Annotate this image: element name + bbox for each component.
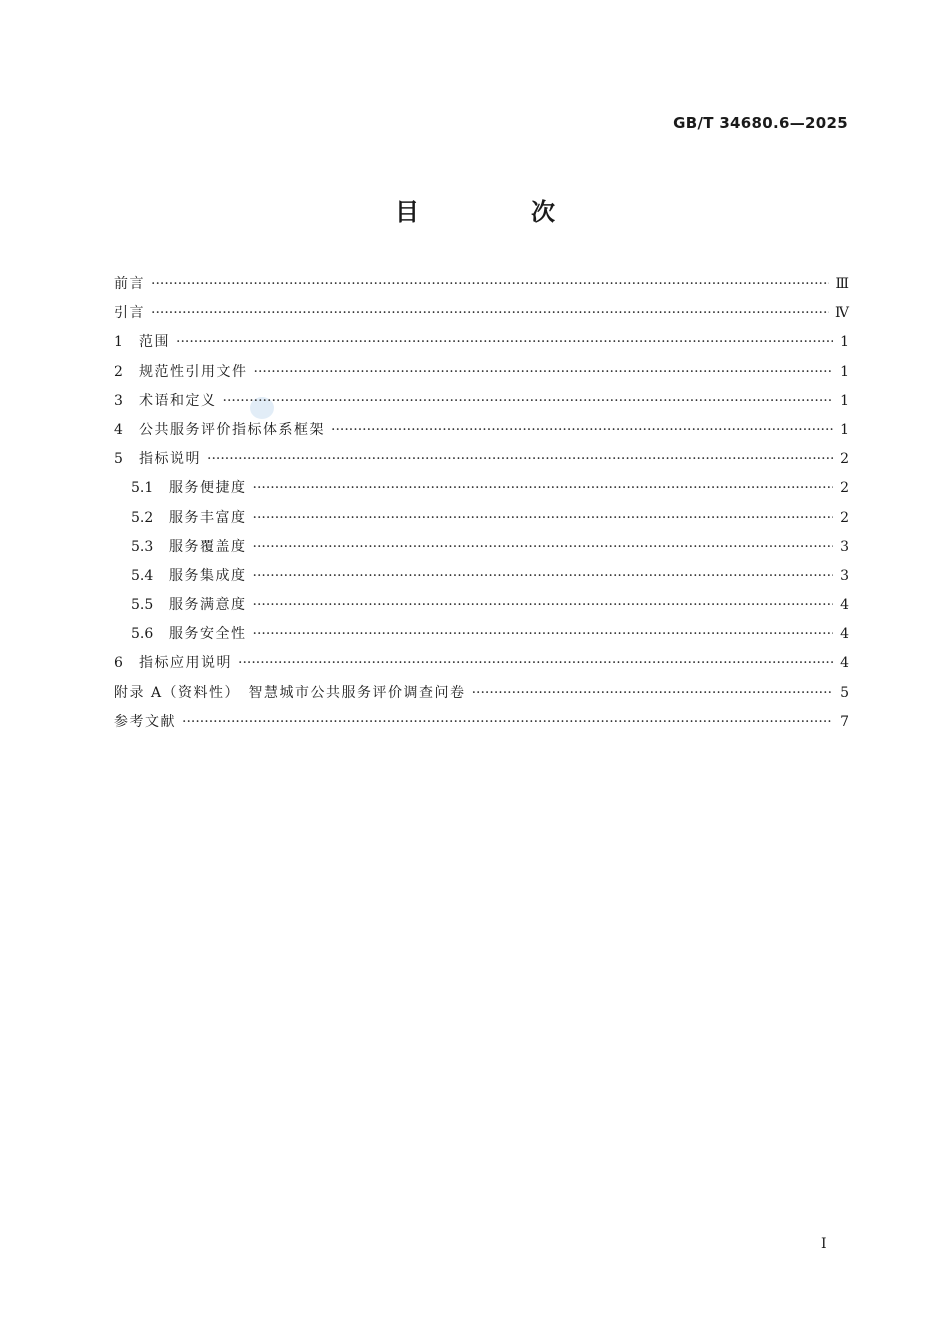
toc-entry-page: 4 (840, 626, 849, 643)
toc-entry-number: 5.4 (131, 567, 154, 584)
toc-entry-page: 7 (840, 713, 849, 730)
toc-entry-page: 1 (840, 392, 849, 409)
toc-entry-page: Ⅲ (835, 276, 849, 292)
toc-entry-label: 服务丰富度 (169, 509, 247, 526)
footer-page-number: Ⅰ (821, 1236, 827, 1252)
toc-entry-page: 2 (840, 509, 849, 526)
toc-entry-label: 规范性引用文件 (139, 363, 248, 380)
toc-leader-dots (238, 649, 833, 678)
toc-entry[interactable] (114, 270, 849, 299)
toc-entry-label: 术语和定义 (139, 392, 217, 409)
toc-leader-dots (253, 562, 834, 591)
toc-entry-label: 服务满意度 (169, 597, 247, 614)
toc-entry-label: 服务集成度 (169, 567, 247, 584)
toc-entry[interactable] (114, 562, 849, 591)
toc-entry-page: 5 (840, 684, 849, 701)
toc-entry-page: 1 (840, 421, 849, 438)
toc-leader-dots (472, 679, 833, 708)
toc-entry-page: 1 (840, 363, 849, 380)
toc-entry-page: Ⅳ (835, 305, 849, 322)
toc-leader-dots (207, 445, 833, 474)
toc-leader-dots (254, 358, 834, 387)
toc-entry[interactable] (114, 679, 849, 708)
toc-entry-label: 指标说明 (139, 451, 201, 468)
toc-entry-label: 服务便捷度 (169, 480, 247, 497)
toc-leader-dots (253, 620, 834, 649)
toc-leader-dots (253, 504, 834, 533)
toc-entry-label: 前言 (114, 276, 145, 292)
toc-entry-page: 3 (840, 538, 849, 555)
toc-entry[interactable] (114, 533, 849, 562)
toc-leader-dots (176, 328, 833, 357)
toc-entry-page: 1 (840, 334, 849, 351)
toc-entry[interactable] (114, 387, 849, 416)
toc-entry[interactable] (114, 620, 849, 649)
toc-entry-label: 服务安全性 (169, 626, 247, 643)
toc-entry-page: 4 (840, 597, 849, 614)
toc-entry[interactable] (114, 445, 849, 474)
toc-entry-label: 引言 (114, 305, 145, 322)
toc-entry[interactable] (114, 504, 849, 533)
toc-entry[interactable] (114, 416, 849, 445)
toc-leader-dots (182, 708, 833, 737)
table-of-contents (114, 270, 849, 737)
toc-entry-page: 2 (840, 451, 849, 468)
toc-entry-page: 3 (840, 567, 849, 584)
toc-leader-dots (253, 533, 834, 562)
toc-entry[interactable] (114, 474, 849, 503)
toc-leader-dots (151, 270, 829, 299)
toc-entry-label: 附录 A（资料性） 智慧城市公共服务评价调查问卷 (114, 684, 466, 701)
toc-entry-number: 6 (114, 655, 123, 672)
toc-leader-dots (253, 474, 834, 503)
toc-entry-page: 2 (840, 480, 849, 497)
toc-leader-dots (223, 387, 834, 416)
page-title: 目 次 (395, 198, 599, 226)
toc-entry-number: 5.3 (131, 538, 154, 555)
toc-entry-number: 5 (114, 451, 123, 468)
standard-number: GB/T 34680.6—2025 (673, 114, 848, 132)
toc-entry-label: 服务覆盖度 (169, 538, 247, 555)
toc-entry[interactable] (114, 649, 849, 678)
toc-entry[interactable] (114, 708, 849, 737)
toc-entry[interactable] (114, 591, 849, 620)
toc-entry-number: 5.2 (131, 509, 154, 526)
toc-entry-label: 范围 (139, 334, 170, 351)
toc-entry-label: 公共服务评价指标体系框架 (139, 421, 325, 438)
toc-leader-dots (151, 299, 829, 328)
toc-entry-number: 1 (114, 334, 123, 351)
toc-entry[interactable] (114, 358, 849, 387)
toc-entry-number: 3 (114, 392, 123, 409)
toc-entry[interactable] (114, 328, 849, 357)
toc-entry-number: 5.5 (131, 597, 154, 614)
toc-entry-label: 指标应用说明 (139, 655, 232, 672)
toc-entry-number: 5.1 (131, 480, 154, 497)
toc-leader-dots (331, 416, 833, 445)
toc-entry-label: 参考文献 (114, 713, 176, 730)
toc-entry-number: 4 (114, 421, 123, 438)
toc-entry[interactable] (114, 299, 849, 328)
toc-entry-number: 2 (114, 363, 123, 380)
toc-leader-dots (253, 591, 834, 620)
toc-entry-page: 4 (840, 655, 849, 672)
toc-entry-number: 5.6 (131, 626, 154, 643)
